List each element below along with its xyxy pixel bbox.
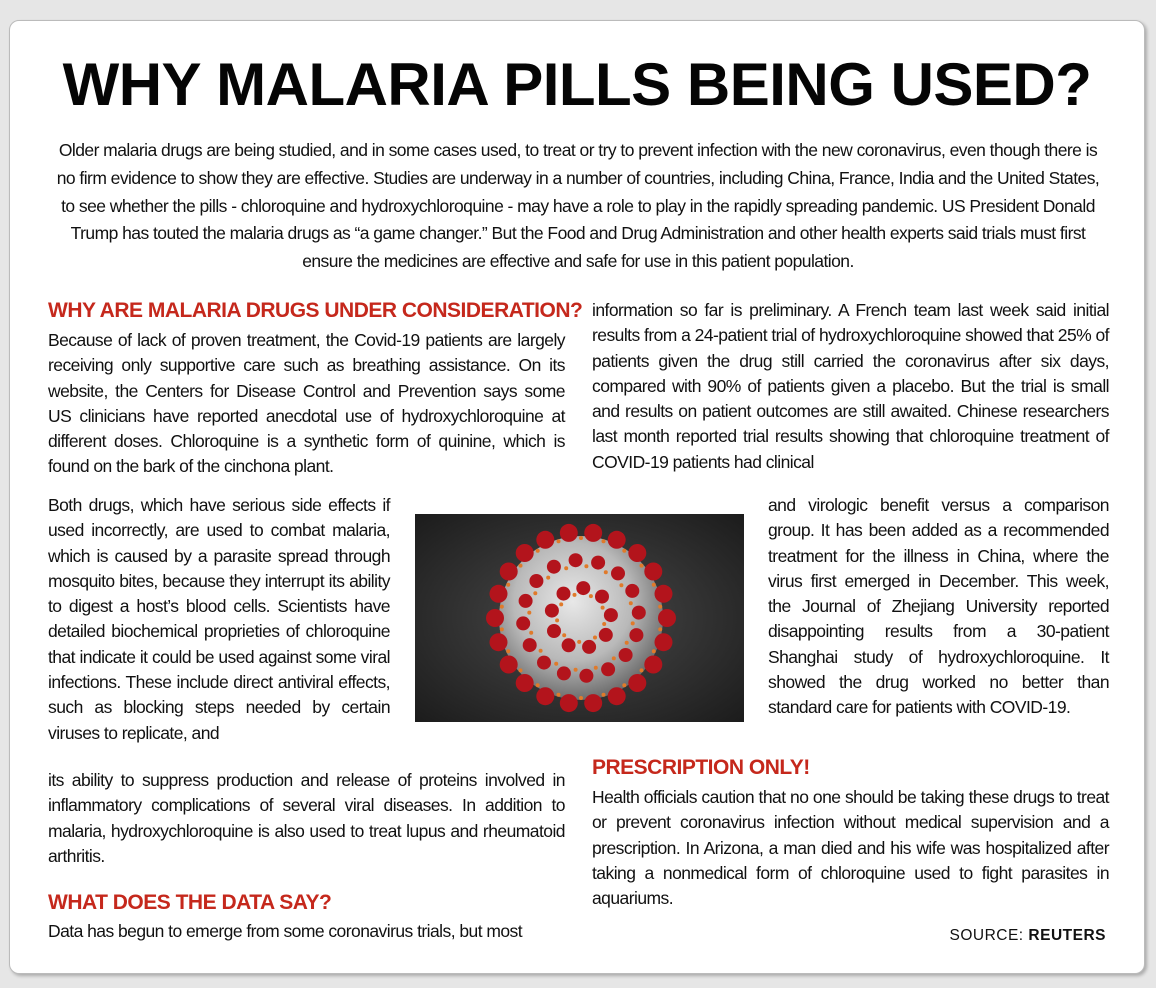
virus-spike — [591, 556, 605, 570]
virus-spike — [608, 531, 626, 549]
virus-spike — [584, 524, 602, 542]
virus-spike — [536, 531, 554, 549]
data-para-cont — [592, 298, 1109, 475]
virus-dot — [594, 666, 598, 670]
virus-spike — [500, 563, 518, 581]
data-para-start — [48, 919, 568, 944]
virus-dot — [573, 593, 577, 597]
virus-spike — [628, 544, 646, 562]
virus-spike — [644, 656, 662, 674]
prescription-para — [592, 785, 1109, 911]
virus-dot — [622, 683, 626, 687]
virus-dot — [602, 693, 606, 697]
virus-spike — [611, 566, 625, 580]
virus-dot — [500, 627, 504, 631]
virus-dot — [506, 583, 510, 587]
virus-dot — [500, 605, 504, 609]
virus-spike — [608, 687, 626, 705]
virus-dot — [658, 627, 662, 631]
virus-dot — [536, 683, 540, 687]
virus-dot — [602, 622, 606, 626]
virus-dot — [539, 649, 543, 653]
virus-dot — [622, 549, 626, 553]
virus-spike — [557, 666, 571, 680]
virus-spike — [658, 609, 676, 627]
coronavirus-icon — [415, 514, 744, 722]
virus-spike — [545, 604, 559, 618]
virus-spike — [486, 609, 504, 627]
virus-spike — [529, 574, 543, 588]
virus-dot — [519, 564, 523, 568]
virus-dot — [519, 668, 523, 672]
virus-spike — [579, 669, 593, 683]
virus-dot — [619, 583, 623, 587]
virus-dot — [557, 539, 561, 543]
virus-dot — [658, 605, 662, 609]
virus-spike — [519, 594, 533, 608]
virus-spike — [655, 585, 673, 603]
virus-spike — [557, 587, 571, 601]
virus-spike — [584, 694, 602, 712]
virus-spike — [516, 544, 534, 562]
virus-spike — [569, 553, 583, 567]
virus-dot — [579, 696, 583, 700]
data-text-wrap: and virologic benefit versus a comparison group. It has been added as a recommended treatment for the illness in China, where the virus first emerged in December. This week, the Journal of Zhejiang University reported disappointing results from a 30-patient Shanghai study of hydroxychloroquine. It showed the drug worked no better than standard care for patients with COVID-19. — [768, 495, 1109, 718]
virus-dot — [640, 564, 644, 568]
intro-paragraph: Older malaria drugs are being studied, and in some cases used, to treat or try to prevent infection with the new coronavirus, even though there is no firm evidence to show they are effective. Studies are underway in a number of countries, including China, France, India and the United States, to see whether the pills - chloroquine and hydroxychloroquine - may have a role to play in the rapidly spreading pandemic. US President Donald Trump has touted the malaria drugs as “a game changer.” But the Food and Drug Administration and other health experts said trials must first ensure the medicines are effective and safe for use in this patient population. — [56, 140, 1100, 272]
consideration-para-bottom — [48, 768, 565, 869]
source-label: SOURCE: — [949, 927, 1024, 944]
data-para-wrap — [768, 493, 1109, 721]
virus-spike — [619, 648, 633, 662]
consideration-text-wrap: Both drugs, which have serious side effects if used incorrectly, are used to combat malaria, which is caused by a parasite spread through mosquito bites, because they interrupt its ability to digest a host’s blood cells. Scientists have detailed biochemical proprieties of chloroquine that indicate it could be used against some viral infections. These include direct antiviral effects, such as blocking steps needed by certain viruses to replicate, and — [48, 495, 390, 743]
virus-dot — [640, 668, 644, 672]
virus-dot — [601, 606, 605, 610]
virus-spike — [547, 624, 561, 638]
virus-dot — [652, 649, 656, 653]
source-name: REUTERS — [1028, 927, 1106, 944]
virus-dot — [625, 641, 629, 645]
virus-dot — [529, 631, 533, 635]
virus-dot — [593, 636, 597, 640]
virus-spike — [601, 662, 615, 676]
virus-spike — [536, 687, 554, 705]
data-text-cont: information so far is preliminary. A French team last week said initial results from a 24-patient trial of hydroxychloroquine showed that 25% of patients given the drug still carried the coronavirus after six days, compared with 90% of patients given a placebo. But the trial is small and results on patient outcomes are still awaited. Chinese researchers last month reported trial results showing that chloroquine treatment of COVID-19 patients had clinical — [592, 300, 1109, 472]
virus-spike — [547, 560, 561, 574]
virus-dot — [536, 549, 540, 553]
virus-dot — [629, 601, 633, 605]
virus-spike — [560, 524, 578, 542]
virus-spike — [632, 606, 646, 620]
virus-spike — [516, 674, 534, 692]
virus-spike — [500, 656, 518, 674]
virus-spike — [604, 608, 618, 622]
consideration-text-bottom: its ability to suppress production and release of proteins involved in inflammatory complications of several viral diseases. In addition to malaria, hydroxychloroquine is also used to treat lupus and rheumatoid arthritis. — [48, 770, 565, 866]
virus-dot — [631, 621, 635, 625]
virus-spike — [537, 656, 551, 670]
heading-consideration: WHY ARE MALARIA DRUGS UNDER CONSIDERATION? — [48, 299, 583, 322]
virus-dot — [533, 591, 537, 595]
virus-dot — [652, 583, 656, 587]
virus-spike — [625, 584, 639, 598]
virus-dot — [559, 602, 563, 606]
heading-data: WHAT DOES THE DATA SAY? — [48, 891, 332, 914]
coronavirus-image — [415, 514, 744, 722]
virus-spike — [516, 616, 530, 630]
virus-dot — [612, 656, 616, 660]
virus-spike — [562, 638, 576, 652]
virus-dot — [604, 570, 608, 574]
prescription-text: Health officials caution that no one should be taking these drugs to treat or prevent coronavirus infection without medical supervision and a prescription. In Arizona, a man died and his wife was hospitalized after taking a nonmedical form of chloroquine used to fight parasites in aquariums. — [592, 787, 1109, 909]
virus-spike — [628, 674, 646, 692]
virus-spike — [490, 633, 508, 651]
virus-dot — [589, 594, 593, 598]
virus-dot — [579, 536, 583, 540]
heading-prescription: PRESCRIPTION ONLY! — [592, 756, 810, 779]
consideration-para-top — [48, 328, 565, 480]
source-credit — [949, 927, 1106, 945]
virus-dot — [557, 693, 561, 697]
virus-spike — [644, 563, 662, 581]
virus-dot — [584, 564, 588, 568]
virus-spike — [523, 638, 537, 652]
virus-spike — [629, 628, 643, 642]
virus-spike — [490, 585, 508, 603]
infographic-card — [9, 20, 1145, 974]
virus-dot — [602, 539, 606, 543]
virus-spike — [655, 633, 673, 651]
virus-spike — [595, 590, 609, 604]
virus-dot — [555, 618, 559, 622]
virus-dot — [574, 668, 578, 672]
consideration-para-wrap — [48, 493, 390, 746]
virus-dot — [546, 576, 550, 580]
consideration-text-top: Because of lack of proven treatment, the Covid-19 patients are largely receiving only supportive care such as breathing assistance. On its website, the Centers for Disease Control and Prevention says some US clinicians have reported anecdotal use of hydroxychloroquine at different doses. Chloroquine is a synthetic form of quinine, which is found on the bark of the cinchona plant. — [48, 330, 565, 477]
page-title: WHY MALARIA PILLS BEING USED? — [62, 51, 1092, 118]
virus-spike — [599, 628, 613, 642]
virus-dot — [506, 649, 510, 653]
virus-dot — [554, 662, 558, 666]
virus-spike — [576, 581, 590, 595]
data-text-start: Data has begun to emerge from some coronavirus trials, but most — [48, 921, 523, 941]
virus-spike — [560, 694, 578, 712]
virus-dot — [527, 611, 531, 615]
virus-dot — [564, 566, 568, 570]
virus-dot — [577, 640, 581, 644]
virus-spike — [582, 640, 596, 654]
virus-dot — [562, 633, 566, 637]
